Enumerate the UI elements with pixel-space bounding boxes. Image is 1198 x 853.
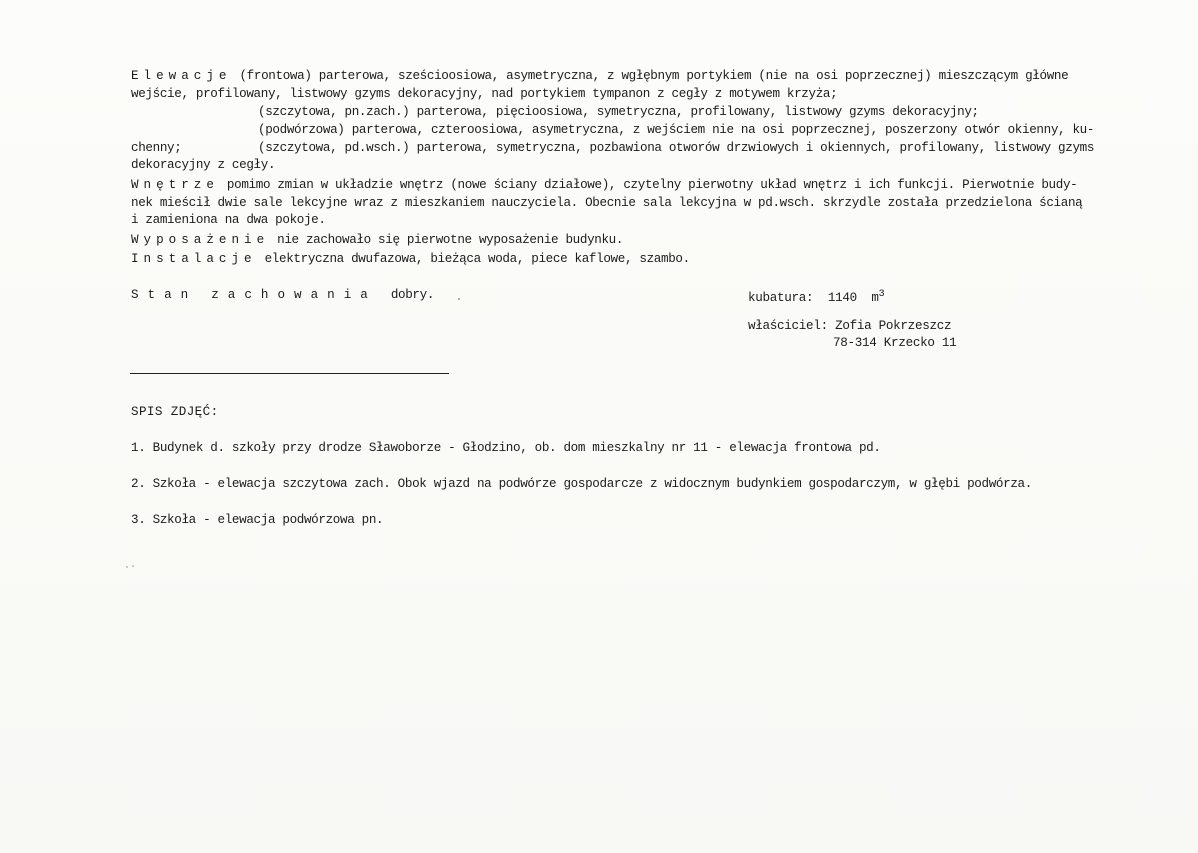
kubatura-unit: m	[871, 291, 879, 305]
wyposazenie-label: Wyposażenie	[131, 233, 270, 247]
wlasciciel-line	[748, 318, 951, 334]
wyposazenie-line	[131, 232, 623, 248]
elewacje-line-5-rest: (szczytowa, pd.wsch.) parterowa, symetryczna, pozbawiona otworów drzwiowych i okiennych, profilowany, listwowy gzyms	[258, 141, 1095, 155]
elewacje-line-6: dekoracyjny z cegły.	[131, 158, 276, 172]
wlasciciel-address: 78-314 Krzecko 11	[833, 336, 957, 350]
elewacje-line-1	[131, 68, 1068, 84]
kubatura-value: 1140	[827, 291, 857, 305]
elewacje-line-4: (podwórzowa) parterowa, czteroosiowa, asymetryczna, z wejściem nie na osi poprzecznej, poszerzony otwór okienny, ku-	[258, 123, 1095, 137]
elewacje-text-1: (frontowa) parterowa, sześcioosiowa, asymetryczna, z wgłębnym portykiem (nie na osi poprzecznej) mieszczącym główne	[239, 69, 1069, 83]
spis-item-3: 3. Szkoła - elewacja podwórzowa pn.	[131, 513, 384, 527]
elewacje-line-5-start: chenny;	[131, 141, 182, 155]
elewacje-line-2: wejście, profilowany, listwowy gzyms dekoracyjny, nad portykiem tympanon z cegły z motywem krzyża;	[131, 87, 838, 101]
wlasciciel-label: właściciel:	[748, 319, 828, 333]
stan-label-1: Stan	[131, 288, 198, 302]
spis-item-2: 2. Szkoła - elewacja szczytowa zach. Obok wjazd na podwórze gospodarcze z widocznym budynkiem gospodarczym, w głębi podwórza.	[131, 477, 1032, 491]
instalacje-text: elektryczna dwufazowa, bieżąca woda, piece kaflowe, szambo.	[264, 252, 690, 266]
stan-zachowania-line	[131, 287, 434, 303]
kubatura-unit-exponent: 3	[878, 289, 885, 300]
wyposazenie-text: nie zachowało się pierwotne wyposażenie budynku.	[277, 233, 624, 247]
instalacje-label: Instalacje	[131, 252, 257, 266]
spis-heading: SPIS ZDJĘĆ:	[131, 405, 219, 419]
separator-line	[130, 373, 449, 374]
instalacje-line	[131, 251, 690, 267]
wlasciciel-name: Zofia Pokrzeszcz	[835, 319, 952, 333]
wnetrze-label: Wnętrze	[131, 178, 219, 192]
wnetrze-line-1	[131, 177, 1077, 193]
kubatura-label: kubatura:	[748, 291, 814, 305]
paper-speck	[126, 566, 128, 568]
elewacje-label: Elewacje	[131, 69, 232, 83]
wnetrze-line-2: nek mieścił dwie sale lekcyjne wraz z mieszkaniem nauczyciela. Obecnie sala lekcyjna w pd.wsch. skrzydle została przedzielona ścianą	[131, 196, 1083, 210]
elewacje-line-3: (szczytowa, pn.zach.) parterowa, pięcioosiowa, symetryczna, profilowany, listwowy gzyms dekoracyjny;	[258, 105, 979, 119]
wnetrze-text-1: pomimo zmian w układzie wnętrz (nowe ściany działowe), czytelny pierwotny układ wnętrz i ich funkcji. Pierwotnie budy-	[226, 178, 1078, 192]
stan-value: dobry.	[390, 288, 435, 302]
paper-speck	[458, 298, 460, 300]
kubatura-line	[748, 287, 884, 306]
spis-item-1: 1. Budynek d. szkoły przy drodze Sławoborze - Głodzino, ob. dom mieszkalny nr 11 - elewacja frontowa pd.	[131, 441, 881, 455]
wnetrze-line-3: i zamieniona na dwa pokoje.	[131, 213, 326, 227]
paper-speck	[132, 565, 134, 567]
stan-label-2: zachowania	[211, 288, 377, 302]
